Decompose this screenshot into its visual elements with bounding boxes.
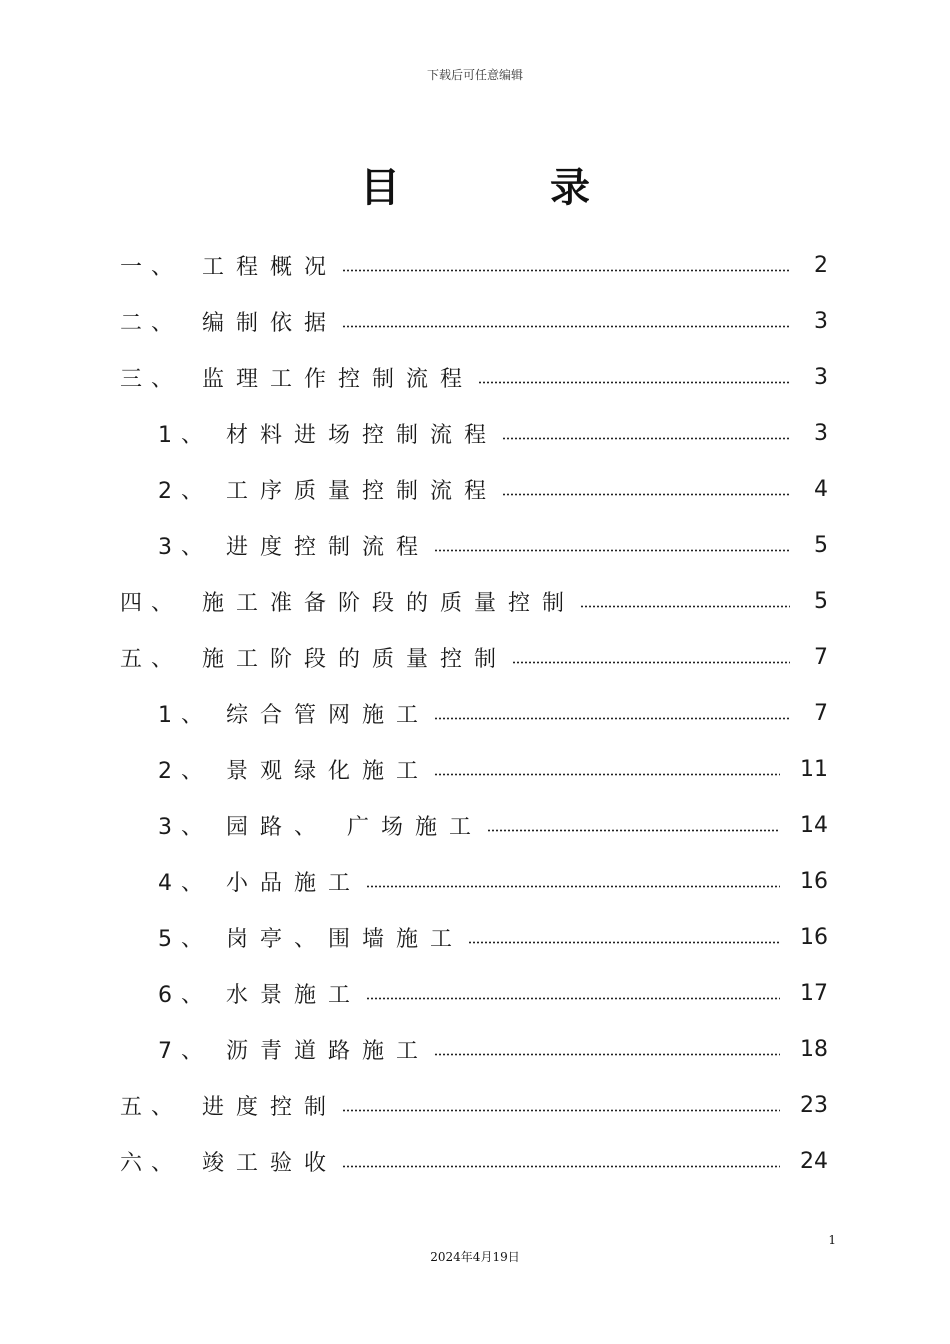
- toc-leader-dots: [434, 717, 790, 720]
- toc-leader-dots: [502, 437, 790, 440]
- toc-entry-title: 岗亭、围墙施工: [226, 926, 465, 952]
- toc-entry-page: 24: [800, 1148, 828, 1174]
- toc-leader-dots: [366, 885, 780, 888]
- toc-entry-number: 3、: [158, 814, 212, 840]
- toc-entry-asphalt-road[interactable]: [158, 1021, 828, 1077]
- toc-entry-title: 综合管网施工: [226, 702, 431, 728]
- toc-entry-number: 6、: [158, 982, 212, 1008]
- toc-leader-dots: [478, 381, 790, 384]
- toc-leader-dots: [342, 325, 790, 328]
- toc-entry-guardhouse-wall[interactable]: [158, 909, 828, 965]
- toc-entry-overview[interactable]: [120, 237, 828, 293]
- toc-entry-page: 16: [800, 924, 828, 950]
- toc-entry-title: 进度控制流程: [226, 534, 431, 560]
- toc-entry-number: 7、: [158, 1038, 212, 1064]
- toc-entry-page: 7: [814, 700, 828, 726]
- toc-entry-water-features[interactable]: [158, 965, 828, 1021]
- toc-entry-title: 监理工作控制流程: [202, 366, 475, 392]
- toc-entry-number: 六、: [120, 1150, 183, 1176]
- toc-entry-page: 17: [800, 980, 828, 1006]
- toc-leader-dots: [487, 829, 780, 832]
- toc-leader-dots: [366, 997, 780, 1000]
- page-title: 目录: [360, 164, 740, 211]
- toc-entry-schedule-control[interactable]: [120, 1077, 828, 1133]
- toc-entry-page: 14: [800, 812, 828, 838]
- toc-entry-page: 5: [814, 588, 828, 614]
- toc-entry-page: 3: [814, 308, 828, 334]
- toc-leader-dots: [434, 549, 790, 552]
- toc-leader-dots: [502, 493, 790, 496]
- toc-entry-page: 11: [800, 756, 828, 782]
- toc-entry-pipe-network[interactable]: [158, 685, 828, 741]
- toc-entry-title: 园路、 广场施工: [226, 814, 483, 840]
- toc-entry-number: 4、: [158, 870, 212, 896]
- toc-entry-material-flow[interactable]: [158, 405, 828, 461]
- toc-entry-title: 景观绿化施工: [226, 758, 431, 784]
- toc-entry-number: 1、: [158, 702, 212, 728]
- toc-entry-page: 2: [814, 252, 828, 278]
- toc-entry-page: 4: [814, 476, 828, 502]
- toc-entry-number: 3、: [158, 534, 212, 560]
- toc-entry-title: 沥青道路施工: [226, 1038, 431, 1064]
- toc-entry-acceptance[interactable]: [120, 1133, 828, 1189]
- toc-entry-number: 5、: [158, 926, 212, 952]
- toc-entry-number: 四、: [120, 590, 183, 616]
- toc-entry-number: 1、: [158, 422, 212, 448]
- toc-entry-title: 工程概况: [202, 254, 339, 280]
- toc-entry-number: 三、: [120, 366, 183, 392]
- toc-entry-number: 一、: [120, 254, 183, 280]
- toc-entry-process-quality-flow[interactable]: [158, 461, 828, 517]
- toc-entry-page: 23: [800, 1092, 828, 1118]
- toc-entry-preparation-quality[interactable]: [120, 573, 828, 629]
- toc-entry-title: 小品施工: [226, 870, 363, 896]
- footer-date: 2024年4月19日: [430, 1250, 520, 1264]
- toc-leader-dots: [580, 605, 790, 608]
- toc-entry-number: 五、: [120, 646, 183, 672]
- toc-entry-number: 2、: [158, 758, 212, 784]
- toc-entry-basis[interactable]: [120, 293, 828, 349]
- toc-leader-dots: [342, 1165, 780, 1168]
- toc-leader-dots: [434, 1053, 780, 1056]
- toc-entry-supervision-flow[interactable]: [120, 349, 828, 405]
- page-number: 1: [828, 1233, 836, 1247]
- toc-entry-landscaping[interactable]: [158, 741, 828, 797]
- toc-entry-schedule-flow[interactable]: [158, 517, 828, 573]
- toc-entry-title: 施工准备阶段的质量控制: [202, 590, 577, 616]
- toc-entry-title: 施工阶段的质量控制: [202, 646, 509, 672]
- toc-entry-title: 竣工验收: [202, 1150, 339, 1176]
- toc-entry-features[interactable]: [158, 853, 828, 909]
- toc-entry-title: 材料进场控制流程: [226, 422, 499, 448]
- toc-entry-page: 3: [814, 364, 828, 390]
- toc-leader-dots: [342, 1109, 780, 1112]
- toc-entry-title: 编制依据: [202, 310, 339, 336]
- toc-entry-title: 进度控制: [202, 1094, 339, 1120]
- header-note: 下载后可任意编辑: [426, 68, 523, 82]
- toc-leader-dots: [434, 773, 780, 776]
- toc-entry-number: 2、: [158, 478, 212, 504]
- toc-leader-dots: [512, 661, 790, 664]
- toc-entry-page: 3: [814, 420, 828, 446]
- toc-entry-construction-quality[interactable]: [120, 629, 828, 685]
- toc-entry-page: 18: [800, 1036, 828, 1062]
- toc-entry-paths-plaza[interactable]: [158, 797, 828, 853]
- toc-entry-page: 16: [800, 868, 828, 894]
- toc-entry-page: 7: [814, 644, 828, 670]
- toc-leader-dots: [468, 941, 780, 944]
- toc-entry-page: 5: [814, 532, 828, 558]
- toc-leader-dots: [342, 269, 790, 272]
- toc-entry-title: 工序质量控制流程: [226, 478, 499, 504]
- toc-entry-number: 五、: [120, 1094, 183, 1120]
- toc-entry-number: 二、: [120, 310, 183, 336]
- toc-entry-title: 水景施工: [226, 982, 363, 1008]
